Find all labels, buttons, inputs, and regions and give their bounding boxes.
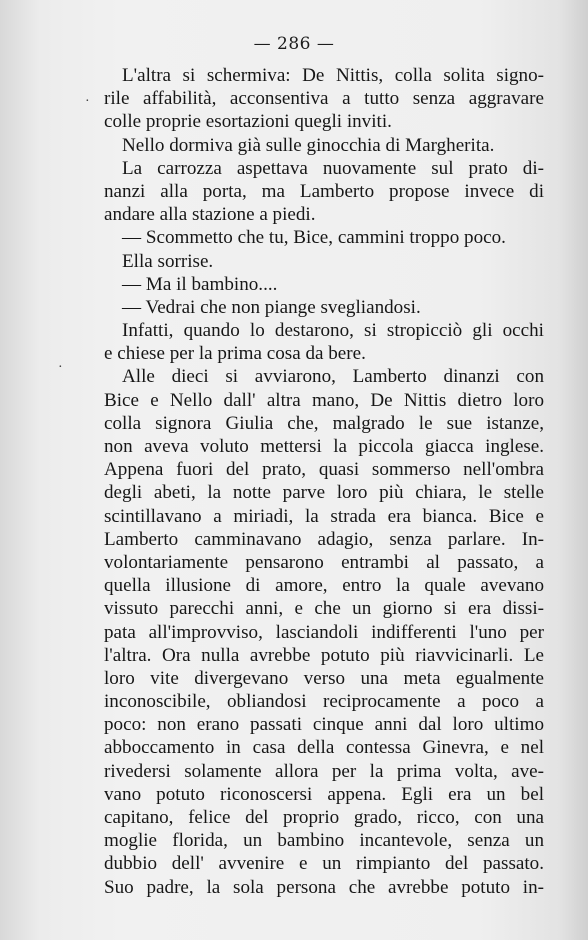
text-line: e chiese per la prima cosa da bere. [104,343,366,365]
text-line: nanzi alla porta, ma Lamberto propose invece di [104,180,544,202]
text-line: l'altra. Ora nulla avrebbe potuto più riavvicinarli. Le [104,644,544,666]
text-line: poco: non erano passati cinque anni dal loro ultimo [104,714,544,736]
text-line: Nello dormiva già sulle ginocchia di Margherita. [122,134,495,156]
text-line: vissuto parecchi anni, e che un giorno si era dissi- [104,598,544,620]
text-line: dubbio dell' avvenire e un rimpianto del passato. [104,853,544,875]
page-number: — 286 — [253,34,335,54]
text-line: scintillavano a miriadi, la strada era bianca. Bice e [104,505,544,527]
text-line: Bice e Nello dall' altra mano, De Nittis dietro loro [104,389,544,411]
text-line: degli abeti, la notte parve loro più chiara, le stelle [104,482,544,504]
text-line: colle proprie esortazioni quegli inviti. [104,111,392,133]
text-line: loro vite divergevano verso una meta egualmente [104,667,544,689]
text-line: volontariamente pensarono entrambi al passato, a [104,551,544,573]
text-line: pata all'improvviso, lasciandoli indifferenti l'uno per [104,621,544,643]
text-line: non aveva voluto mettersi la piccola giacca inglese. [104,436,544,457]
text-line: moglie florida, un bambino incantevole, senza un [104,830,544,852]
text-line: — Vedrai che non piange svegliandosi. [122,296,421,318]
text-line: Ella sorrise. [122,250,214,272]
text-line: andare alla stazione a piedi. [104,204,316,226]
text-line: Suo padre, la sola persona che avrebbe potuto in- [104,876,544,898]
text-line: vano potuto riconoscersi appena. Egli era un bel [104,783,544,805]
text-line: inconoscibile, obliandosi reciprocamente a poco a [104,691,544,713]
text-line: quella illusione di amore, entro la quale avevano [104,575,544,597]
margin-speck: · [58,360,63,375]
text-line: — Ma il bambino.... [122,273,278,295]
text-line: abboccamento in casa della contessa Ginevra, e nel [104,737,544,759]
text-line: Lamberto camminavano adagio, senza parlare. In- [104,528,544,550]
text-line: colla signora Giulia che, malgrado le sue istanze, [104,412,544,434]
text-line: Appena fuori del prato, quasi sommerso nell'ombra [104,459,544,481]
text-line: L'altra si schermiva: De Nittis, colla solita signo- [122,65,544,86]
text-line: Infatti, quando lo destarono, si stropicciò gli occhi [122,320,544,342]
text-line: La carrozza aspettava nuovamente sul prato di- [122,157,544,179]
text-line: capitano, felice del proprio grado, ricco, con una [104,807,544,828]
text-line: rivedersi solamente allora per la prima volta, ave- [104,760,544,782]
margin-speck: · [85,94,90,109]
body-text [104,64,544,899]
text-line: — Scommetto che tu, Bice, cammini troppo poco. [122,227,506,249]
text-line: Alle dieci si avviarono, Lamberto dinanzi con [122,366,544,388]
text-line: rile affabilità, acconsentiva a tutto senza aggravare [104,88,544,110]
